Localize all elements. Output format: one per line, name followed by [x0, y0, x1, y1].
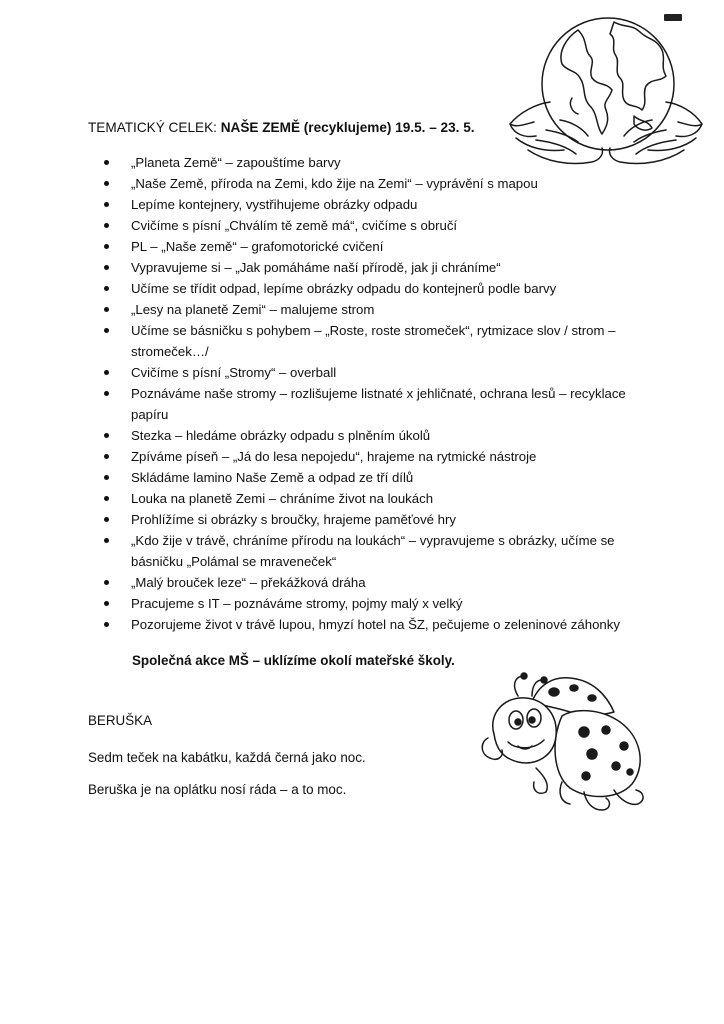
list-item: Stezka – hledáme obrázky odpadu s plněním úkolů: [104, 425, 644, 446]
theme-heading-title: NAŠE ZEMĚ (recyklujeme) 19.5. – 23. 5.: [220, 120, 475, 135]
list-item: „Naše Země, příroda na Zemi, kdo žije na Zemi“ – vyprávění s mapou: [104, 173, 644, 194]
list-item: Skládáme lamino Naše Země a odpad ze tří dílů: [104, 467, 644, 488]
poem-title: BERUŠKA: [88, 713, 152, 728]
list-item: „Malý brouček leze“ – překážková dráha: [104, 572, 644, 593]
common-action-note: Společná akce MŠ – uklízíme okolí mateřské školy.: [132, 653, 455, 668]
poem-line: Sedm teček na kabátku, každá černá jako noc.: [88, 750, 366, 765]
list-item: Poznáváme naše stromy – rozlišujeme listnaté x jehličnaté, ochrana lesů – recyklace papíru: [104, 383, 644, 425]
list-item: Cvičíme s písní „Stromy“ – overball: [104, 362, 644, 383]
theme-heading: [88, 119, 558, 137]
list-item: Pracujeme s IT – poznáváme stromy, pojmy malý x velký: [104, 593, 644, 614]
list-item: Prohlížíme si obrázky s broučky, hrajeme paměťové hry: [104, 509, 644, 530]
list-item: Vypravujeme si – „Jak pomáháme naší přírodě, jak ji chráníme“: [104, 257, 644, 278]
list-item: Lepíme kontejnery, vystřihujeme obrázky odpadu: [104, 194, 644, 215]
list-item: Louka na planetě Zemi – chráníme život na loukách: [104, 488, 644, 509]
theme-heading-label: TEMATICKÝ CELEK:: [88, 120, 221, 135]
list-item: „Lesy na planetě Zemi“ – malujeme strom: [104, 299, 644, 320]
list-item: Učíme se básničku s pohybem – „Roste, roste stromeček“, rytmizace slov / strom – stromeček…/: [104, 320, 644, 362]
list-item: PL – „Naše země“ – grafomotorické cvičení: [104, 236, 644, 257]
list-item: Učíme se třídit odpad, lepíme obrázky odpadu do kontejnerů podle barvy: [104, 278, 644, 299]
list-item: „Planeta Země“ – zapouštíme barvy: [104, 152, 644, 173]
ladybug-icon: [474, 672, 654, 820]
list-item: Zpíváme píseň – „Já do lesa nepojedu“, hrajeme na rytmické nástroje: [104, 446, 644, 467]
list-item: Cvičíme s písní „Chválím tě země má“, cvičíme s obručí: [104, 215, 644, 236]
poem-line: Beruška je na oplátku nosí ráda – a to moc.: [88, 782, 347, 797]
list-item: „Kdo žije v trávě, chráníme přírodu na loukách“ – vypravujeme s obrázky, učíme se básničku „Polámal se mraveneček“: [104, 530, 644, 572]
list-item: Pozorujeme život v trávě lupou, hmyzí hotel na ŠZ, pečujeme o zeleninové záhonky: [104, 614, 644, 635]
activity-list: [104, 152, 644, 635]
